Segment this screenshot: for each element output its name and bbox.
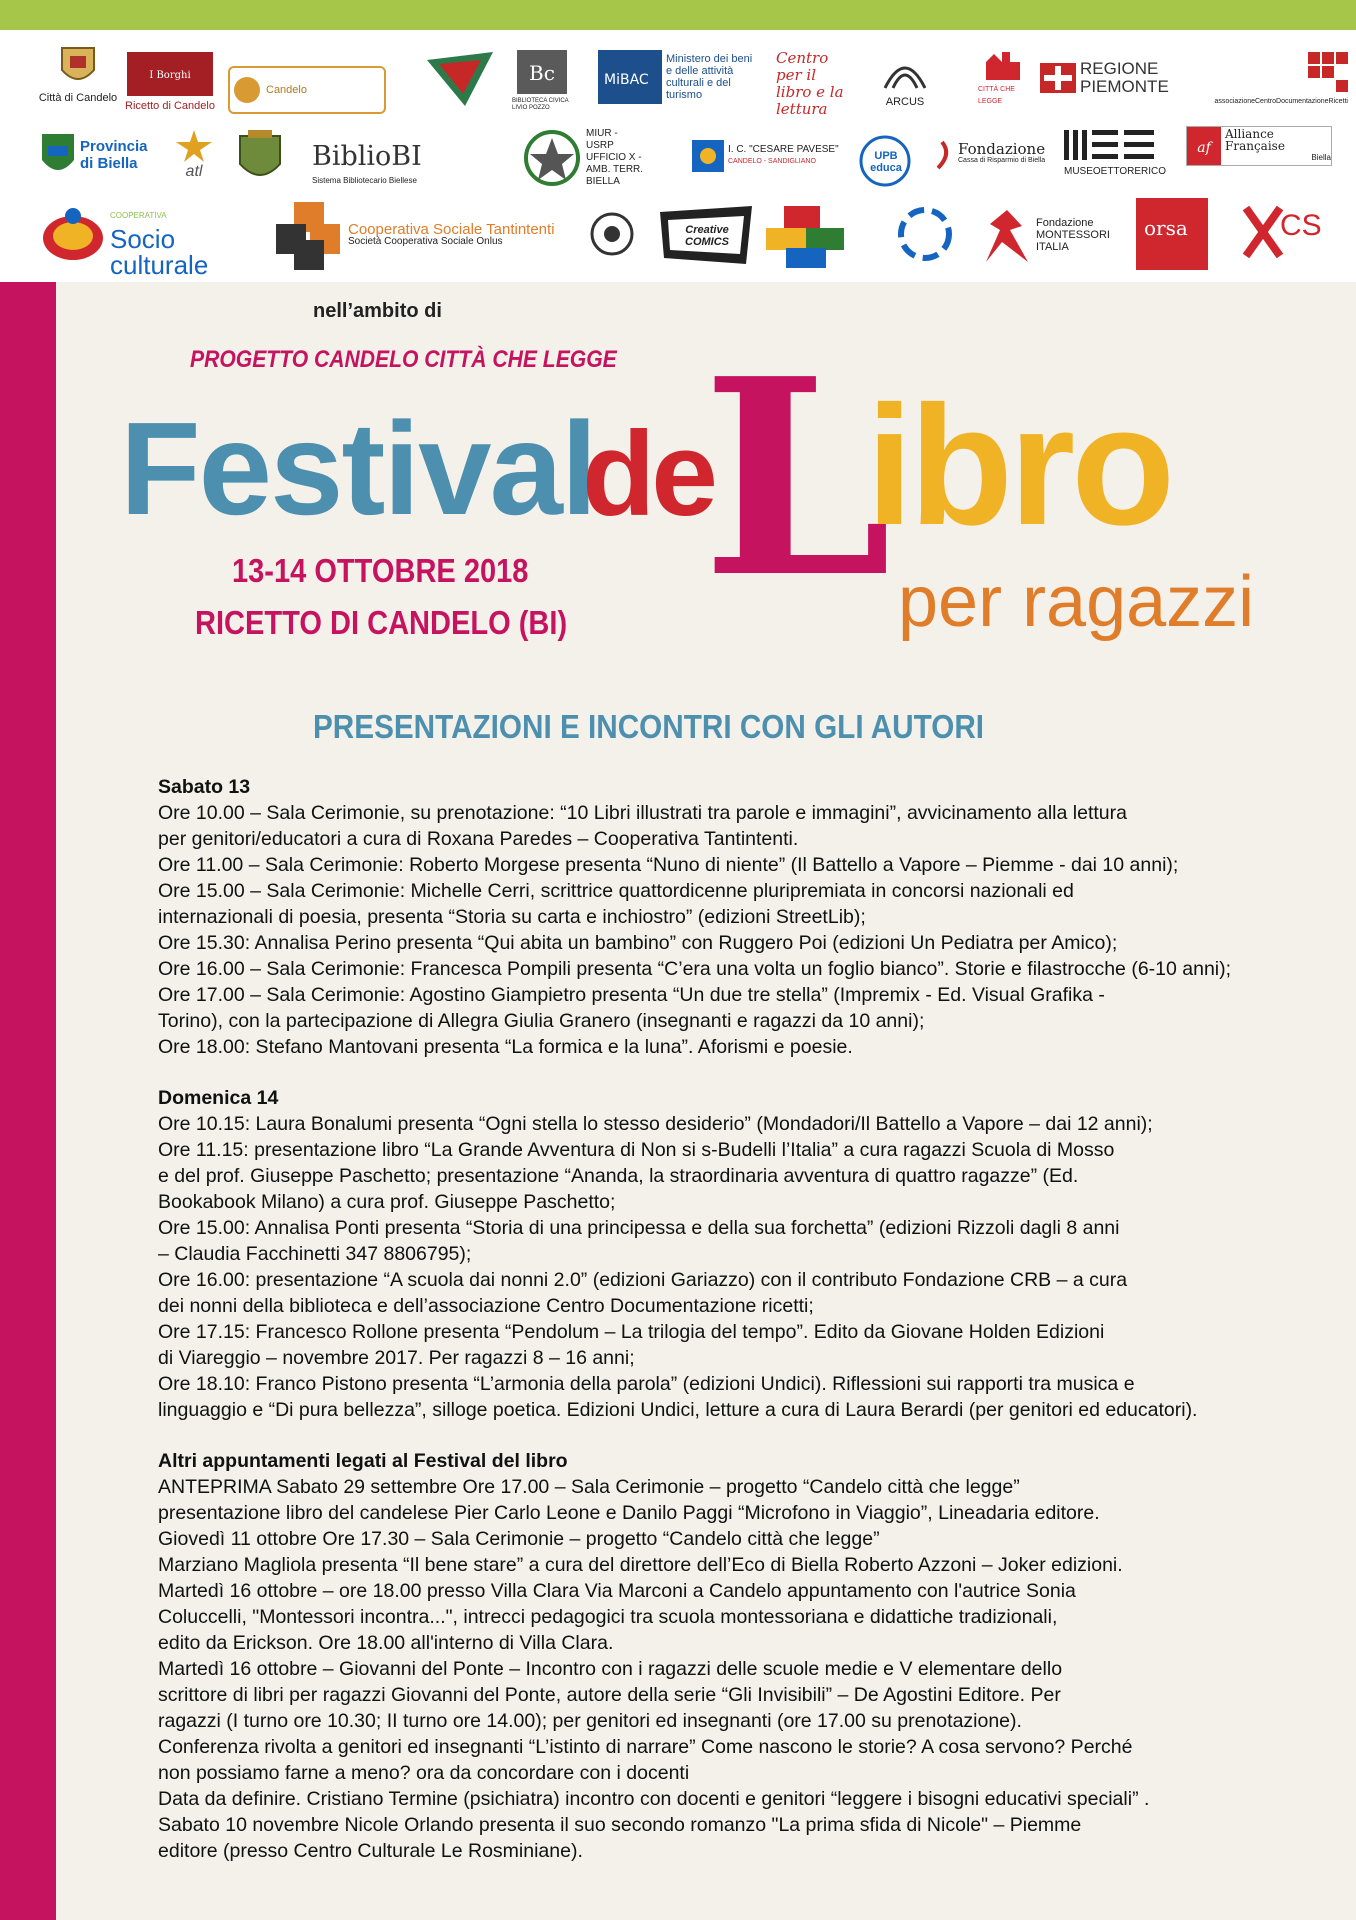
logo-bibliobi: BiblioBI Sistema Bibliotecario Biellese	[312, 141, 422, 185]
altri-line: edito da Erickson. Ore 18.00 all'interno di Villa Clara.	[158, 1632, 614, 1654]
logo-creative-comics: Creative COMICS	[656, 202, 756, 268]
left-magenta-bar	[0, 282, 56, 1920]
piemonte-icon	[1040, 63, 1076, 93]
sabato-heading: Sabato 13	[158, 776, 251, 798]
candelo-icon	[232, 75, 262, 105]
emblem-icon	[522, 128, 582, 188]
altri-line: Sabato 10 novembre Nicole Orlando presenta il suo secondo romanzo "La prima sfida di Nicole" – Piemme	[158, 1814, 1082, 1836]
logo-candelo-bandiera: Candelo	[228, 66, 386, 114]
sabato-line: Torino), con la partecipazione di Allegra Giulia Granero (insegnanti e ragazzi da 10 anni);	[158, 1010, 925, 1032]
city-crest-icon	[230, 128, 290, 188]
domenica-line: Ore 11.15: presentazione libro “La Grande Avventura di Non si s-Budelli l’Italia” a cura ragazzi Scuola di Mosso	[158, 1139, 1115, 1161]
logo-villa-clara	[890, 202, 960, 272]
svg-text:I Borghi: I Borghi	[149, 70, 191, 81]
logo-alliance: af Alliance Française Biella	[1186, 126, 1332, 166]
logo-upb: UPB educa	[858, 134, 912, 188]
sabato-line: Ore 11.00 – Sala Cerimonie: Roberto Morgese presenta “Nuno di niente” (Il Battello a Vapore – Piemme - dai 10 anni);	[158, 854, 1179, 876]
museo-icon	[1064, 128, 1174, 162]
logo-centro-libro: Centro per il libro e la lettura	[776, 49, 844, 118]
altri-line: Conferenza rivolta a genitori ed insegnanti “L’istinto di narrare” Come nascono le storie? A cosa servono? Perché	[158, 1736, 1133, 1758]
af-icon	[1187, 127, 1221, 165]
domenica-line: Ore 15.00: Annalisa Ponti presenta “Storia di una principessa e della sua forchetta” (edizioni Rizzoli dagli 8 anni	[158, 1217, 1120, 1239]
section-subtitle: PRESENTAZIONI E INCONTRI CON GLI AUTORI	[313, 708, 985, 745]
logo-museo: MUSEOETTORERICO	[1064, 128, 1176, 178]
logo-citta-di-candelo: Città di Candelo	[38, 44, 118, 104]
altri-line: Coluccelli, "Montessori incontra...", intrecci pedagogici tra scuola montessoriana e didattiche tradizionali,	[158, 1606, 1058, 1628]
svg-text:af: af	[1197, 140, 1211, 156]
altri-line: Data da definire. Cristiano Termine (psichiatra) incontro con docenti e genitori “leggere i bisogni educativi speciali” .	[158, 1788, 1150, 1810]
logo-triangle	[425, 50, 495, 108]
logo-cs: CS	[1240, 202, 1332, 268]
altri-line: Martedì 16 ottobre – Giovanni del Ponte – Incontro con i ragazzi delle scuole medie e V elementare dello	[158, 1658, 1063, 1680]
sabato-line: Ore 15.30: Annalisa Perino presenta “Qui abita un bambino” con Ruggero Poi (edizioni Un Pediatra per Amico);	[158, 932, 1118, 954]
sponsor-logos	[0, 30, 1356, 280]
citta-icon	[980, 48, 1026, 80]
logo-tantintenti: Cooperativa Sociale Tantintenti Società Cooperativa Sociale Onlus	[276, 202, 576, 270]
event-location: RICETTO DI CANDELO (BI)	[195, 604, 568, 641]
borghi-icon	[127, 52, 213, 96]
logo-orsa: orsa	[1136, 198, 1208, 270]
progetto-title: PROGETTO CANDELO CITTÀ CHE LEGGE	[190, 346, 617, 373]
logo-circle-toy	[40, 200, 106, 266]
sabato-line: Ore 16.00 – Sala Cerimonie: Francesca Pompili presenta “C’era una volta un foglio bianco”. Storie e filastrocche (6-10 anni);	[158, 958, 1232, 980]
altri-line: Marziano Magliola presenta “Il bene stare” a cura del direttore dell’Eco di Biella Roberto Azzoni – Joker edizioni.	[158, 1554, 1123, 1576]
logo-lego	[764, 202, 846, 270]
atl-icon	[174, 128, 214, 162]
altri-line: editore (presso Centro Culturale Le Rosminiane).	[158, 1840, 583, 1862]
domenica-line: Ore 17.15: Francesco Rollone presenta “Pendolum – La trilogia del tempo”. Edito da Giovane Holden Edizioni	[158, 1321, 1105, 1343]
domenica-line: di Viareggio – novembre 2017. Per ragazzi 8 – 16 anni;	[158, 1347, 635, 1369]
logo-atl: atl	[164, 128, 224, 178]
altri-line: non possiamo farne a meno? ora da concordare con i docenti	[158, 1762, 690, 1784]
triangle-logo-icon	[425, 50, 495, 108]
bricks-icon	[764, 202, 846, 270]
altri-line: ragazzi (I turno ore 10.30; II turno ore 14.00); per genitori ed insegnanti (ore 17.00 su prenotazione).	[158, 1710, 1022, 1732]
altri-line: presentazione libro del candelese Pier Carlo Leone e Danilo Paggi “Microfono in Viaggio”, Lineadaria editore.	[158, 1502, 1100, 1524]
domenica-line: linguaggio e “Di pura bellezza”, silloge poetica. Edizioni Undici, letture a cura di Laura Berardi (per genitori ed educatori).	[158, 1399, 1198, 1421]
sabato-line: internazionali di poesia, presenta “Storia su carta e inchiostro” (edizioni StreetLib);	[158, 906, 866, 928]
altri-line: Giovedì 11 ottobre Ore 17.30 – Sala Cerimonie – progetto “Candelo città che legge”	[158, 1528, 880, 1550]
logo-provincia-biella: Provincia di Biella	[40, 130, 160, 180]
logo-arcus: ARCUS	[870, 48, 940, 108]
logo-montessori: Fondazione MONTESSORI ITALIA	[982, 202, 1122, 268]
domenica-line: Ore 16.00: presentazione “A scuola dai nonni 2.0” (edizioni Gariazzo) con il contributo Fondazione CRB – a cura	[158, 1269, 1128, 1291]
title-per-ragazzi: per ragazzi	[898, 562, 1255, 642]
arcus-icon	[880, 48, 930, 92]
sabato-line: Ore 17.00 – Sala Cerimonie: Agostino Giampietro presenta “Un due tre stella” (Impremix - Ed. Visual Grafika -	[158, 984, 1105, 1006]
fondazione-icon	[934, 140, 954, 170]
logo-biblioteca: Bc BIBLIOTECA CIVICA LIVIO POZZO	[512, 50, 572, 112]
domenica-line: Ore 18.10: Franco Pistono presenta “L’armonia della parola” (edizioni Undici). Riflessioni sui rapporti tra musica e	[158, 1373, 1135, 1395]
logo-regione-piemonte: REGIONE PIEMONTE	[1040, 60, 1170, 96]
title-festival: Festival	[120, 395, 596, 542]
altri-section	[158, 1448, 1268, 1864]
coat-of-arms-icon	[58, 44, 98, 88]
logo-socio-culturale: COOPERATIVA Socio culturale	[110, 211, 209, 280]
sabato-line: Ore 15.00 – Sala Cerimonie: Michelle Cerri, scrittrice quattordicenne pluripremiata in concorsi nazionali ed	[158, 880, 1074, 902]
domenica-section	[158, 1085, 1268, 1423]
domenica-heading: Domenica 14	[158, 1087, 279, 1109]
logo-ricetto: I Borghi Ricetto di Candelo	[125, 52, 215, 112]
altri-line: scrittore di libri per ragazzi Giovanni del Ponte, autore della serie “Gli Invisibili” – De Agostini Editore. Per	[158, 1684, 1061, 1706]
domenica-line: – Claudia Facchinetti 347 8806795);	[158, 1243, 472, 1265]
biblioteca-icon	[517, 50, 567, 94]
grid-icon	[1308, 52, 1348, 92]
logo-miur: MIUR - USRP UFFICIO X - AMB. TERR. BIELLA	[522, 128, 652, 188]
event-dates: 13-14 OTTOBRE 2018	[232, 552, 529, 589]
altri-heading: Altri appuntamenti legati al Festival del libro	[158, 1450, 568, 1472]
domenica-line: e del prof. Giuseppe Paschetto; presentazione “Ananda, la straordinaria avventura di quattro ragazze” (Ed.	[158, 1165, 1079, 1187]
ambito-label: nell’ambito di	[313, 300, 442, 322]
logo-citta-che-legge: CITTÀ CHE LEGGE	[978, 48, 1028, 108]
title-de: de	[582, 407, 715, 541]
ring-icon	[890, 202, 960, 272]
tantintenti-icon	[276, 202, 344, 270]
svg-text:Bc: Bc	[529, 61, 555, 85]
shield-icon	[40, 130, 76, 180]
logo-wreath	[584, 206, 640, 266]
altri-line: ANTEPRIMA Sabato 29 settembre Ore 17.00 – Sala Cerimonie – progetto “Candelo città che legge”	[158, 1476, 1020, 1498]
mibact-icon	[598, 50, 662, 104]
logo-ic-cesare-pavese: I. C. "CESARE PAVESE" CANDELO - SANDIGLIANO	[692, 140, 852, 172]
domenica-line: Ore 10.15: Laura Bonalumi presenta “Ogni stella lo stesso desiderio” (Mondadori/Il Battello a Vapore – dai 12 anni);	[158, 1113, 1153, 1135]
svg-text:MiBAC: MiBAC	[604, 72, 649, 88]
logo-mibact: MiBAC Ministero dei beni e delle attività culturali e del turismo	[598, 50, 758, 104]
altri-line: Martedì 16 ottobre – ore 18.00 presso Villa Clara Via Marconi a Candelo appuntamento con l'autrice Sonia	[158, 1580, 1076, 1602]
title-big-l: L	[702, 319, 892, 637]
toy-icon	[40, 200, 106, 266]
sabato-line: Ore 10.00 – Sala Cerimonie, su prenotazione: “10 Libri illustrati tra parole e immagini”, avvicinamento alla lettura	[158, 802, 1127, 824]
sabato-line: Ore 18.00: Stefano Mantovani presenta “La formica e la luna”. Aforismi e poesie.	[158, 1036, 853, 1058]
sabato-section	[158, 774, 1268, 1060]
domenica-line: Bookabook Milano) a cura prof. Giuseppe Paschetto;	[158, 1191, 616, 1213]
sabato-line: per genitori/educatori a cura di Roxana Paredes – Cooperativa Tantintenti.	[158, 828, 799, 850]
montessori-icon	[982, 202, 1032, 268]
logo-fondazione-crb: Fondazione Cassa di Risparmio di Biella	[934, 140, 1058, 170]
title-ibro: ibro	[866, 371, 1172, 561]
logo-centro-documentazione: associazioneCentroDocumentazioneRicetti	[1178, 52, 1348, 108]
wreath-icon	[584, 206, 640, 266]
top-green-bar	[0, 0, 1356, 30]
school-icon	[692, 140, 724, 172]
logo-citta-biella	[230, 128, 290, 188]
domenica-line: dei nonni della biblioteca e dell’associazione Centro Documentazione ricetti;	[158, 1295, 814, 1317]
